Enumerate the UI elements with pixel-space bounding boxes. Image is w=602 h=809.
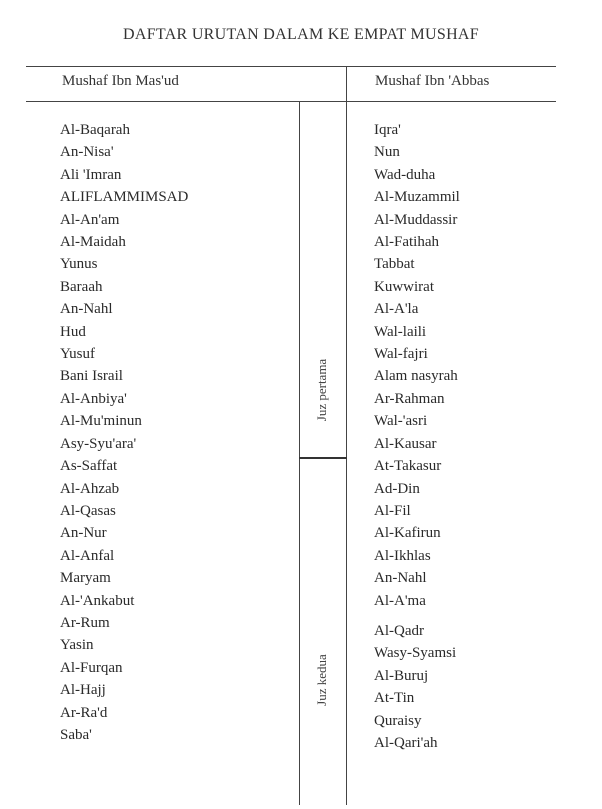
surah-list-item: Al-'Ankabut [60, 592, 135, 609]
ibn-abbas-surah-list [374, 119, 460, 751]
surah-list-item: Al-Fatihah [374, 234, 439, 251]
surah-list-item: Quraisy [374, 712, 422, 729]
surah-list-item: Al-Qari'ah [374, 734, 438, 751]
surah-list-item: Maryam [60, 570, 111, 587]
surah-list-item: Al-Kafirun [374, 525, 441, 542]
surah-list-item: Wasy-Syamsi [374, 645, 457, 662]
surah-list-item: Ar-Rahman [374, 390, 445, 407]
surah-list-item: Al-A'la [374, 301, 419, 318]
surah-list-item: Wal-fajri [374, 346, 428, 363]
surah-list-item: At-Tin [374, 690, 415, 707]
surah-list-item: Hud [60, 323, 86, 340]
surah-list-item: Al-Qadr [374, 622, 424, 639]
juz-column-left-line [299, 102, 300, 805]
surah-list-item: As-Saffat [60, 458, 118, 475]
surah-list-item: At-Takasur [374, 458, 442, 475]
juz-pertama-label: Juz pertama [314, 358, 329, 422]
surah-list-item: Al-A'ma [374, 592, 426, 609]
surah-list-item: Wal-'asri [374, 413, 428, 430]
ibn-masud-surah-list [60, 119, 188, 746]
surah-list-item: Al-Ikhlas [374, 547, 431, 564]
table-top-rule [26, 66, 556, 67]
surah-list-item: Al-Maidah [60, 234, 126, 251]
surah-list-item: Ar-Rum [60, 614, 110, 631]
header-bottom-rule [26, 101, 556, 102]
surah-list-item: Al-Qasas [60, 502, 116, 519]
surah-list-item: Yusuf [60, 346, 96, 363]
juz-column-right-line [346, 102, 347, 805]
surah-list-item: Al-An'am [60, 211, 120, 228]
surah-list-item: Al-Furqan [60, 659, 123, 676]
surah-list-item: An-Nahl [60, 301, 113, 318]
surah-list-item: Al-Anbiya' [60, 390, 127, 407]
surah-list-item: An-Nur [60, 525, 107, 542]
surah-list-item: Saba' [60, 726, 92, 743]
surah-list-item: ALIFLAMMIMSAD [60, 189, 189, 206]
surah-list-item: Al-Baqarah [60, 122, 130, 138]
juz-divider [299, 457, 347, 459]
surah-list-item: Ar-Ra'd [60, 704, 108, 721]
surah-list-item: Ali 'Imran [60, 166, 122, 183]
surah-list-item: Nun [374, 144, 400, 161]
surah-list-item: An-Nahl [374, 570, 427, 587]
surah-list-item: Iqra' [374, 122, 401, 138]
surah-list-item: An-Nisa' [60, 144, 114, 161]
page-title: DAFTAR URUTAN DALAM KE EMPAT MUSHAF [123, 26, 479, 43]
surah-list-item: Ad-Din [374, 480, 420, 497]
surah-list-item: Al-Kausar [374, 435, 437, 452]
surah-list-item: Al-Buruj [374, 667, 429, 684]
surah-list-item: Al-Hajj [60, 682, 106, 699]
surah-list-item: Yasin [60, 637, 94, 654]
surah-list-item: Alam nasyrah [374, 368, 458, 385]
surah-list-item: Yunus [60, 256, 98, 273]
surah-list-item: Al-Muddassir [374, 211, 458, 228]
surah-list-item: Al-Ahzab [60, 480, 120, 497]
column-header-ibn-masud: Mushaf Ibn Mas'ud [62, 73, 179, 89]
surah-list-item: Wal-laili [374, 323, 427, 340]
surah-list-item: Asy-Syu'ara' [60, 435, 137, 452]
surah-list-item: Wad-duha [374, 166, 436, 183]
column-header-ibn-abbas: Mushaf Ibn 'Abbas [375, 73, 490, 89]
surah-list-item: Al-Muzammil [374, 189, 460, 206]
surah-list-item: Baraah [60, 278, 103, 295]
surah-list-item: Al-Anfal [60, 547, 115, 564]
surah-list-item: Bani Israil [60, 368, 123, 385]
surah-list-item: Al-Mu'minun [60, 413, 142, 430]
juz-kedua-label: Juz kedua [314, 654, 329, 706]
surah-list-item: Tabbat [374, 256, 415, 273]
surah-list-item: Al-Fil [374, 502, 411, 519]
header-column-divider [346, 66, 347, 102]
surah-list-item: Kuwwirat [374, 278, 434, 295]
